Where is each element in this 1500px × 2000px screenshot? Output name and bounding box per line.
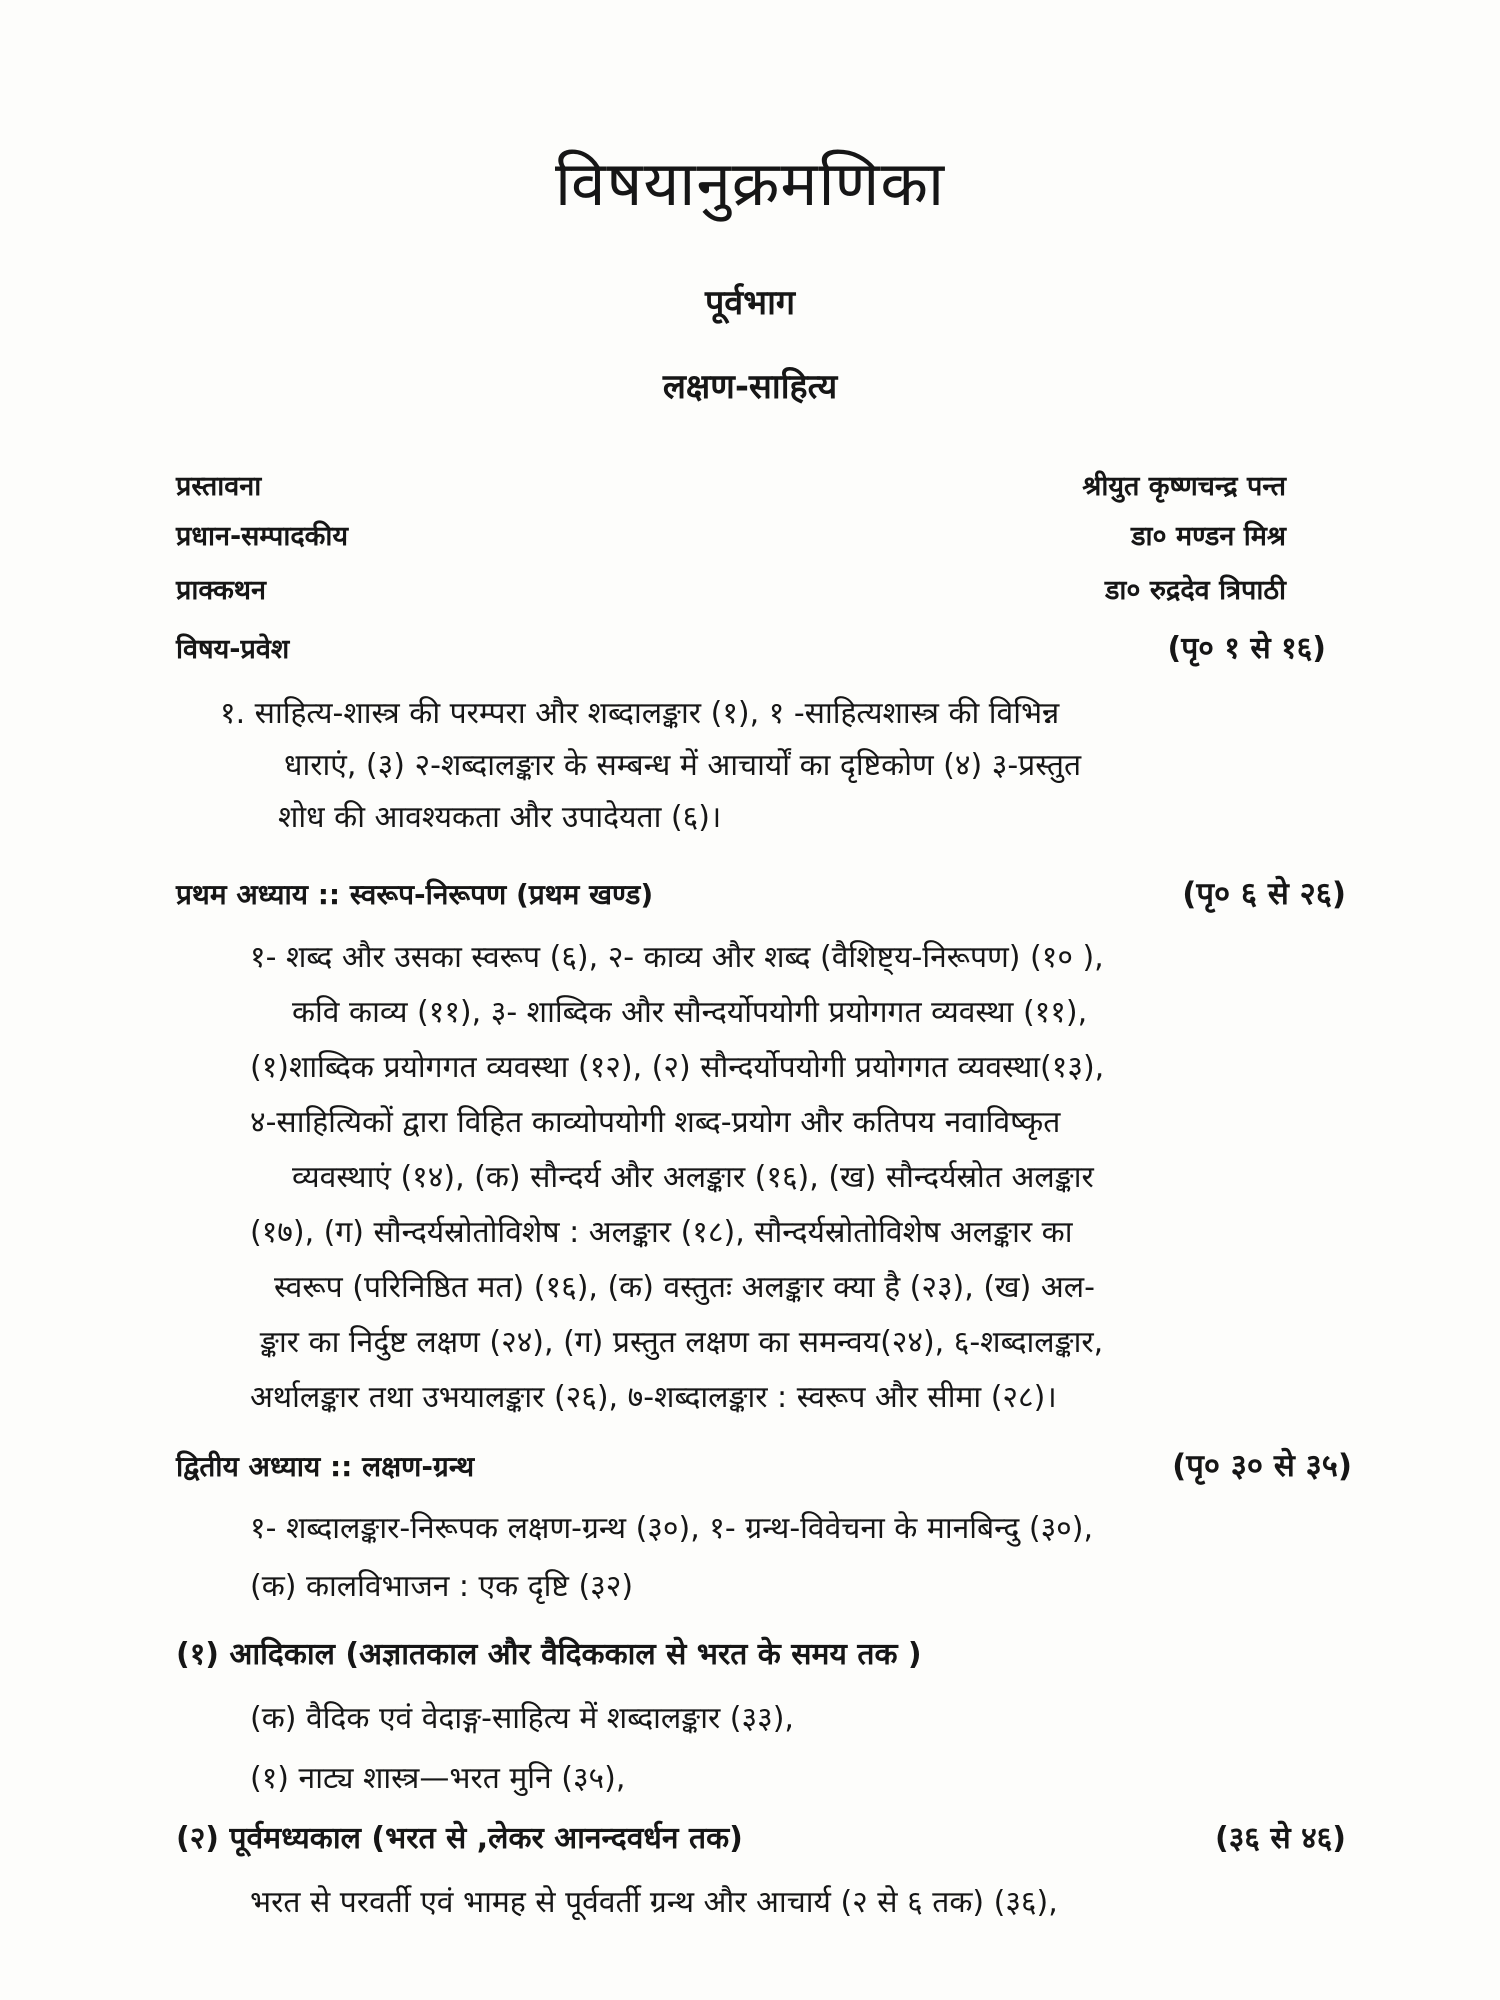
chapter-title: प्रथम अध्याय :: स्वरूप-निरूपण (प्रथम खण्ड) <box>176 878 654 911</box>
era-1-heading <box>176 1632 1346 1673</box>
chapter-page-range: (पृ० ६ से २६) <box>1182 876 1346 912</box>
chapter-line: (१७), (ग) सौन्दर्यस्रोतोविशेष : अलङ्कार (१८), सौन्दर्यस्रोतोविशेष अलङ्कार का <box>250 1215 1073 1250</box>
chapter-title: द्वितीय अध्याय :: लक्षण-ग्रन्थ <box>176 1450 475 1483</box>
chapter-line: ङ्कार का निर्दुष्ट लक्षण (२४), (ग) प्रस्तुत लक्षण का समन्वय(२४), ६-शब्दालङ्कार, <box>260 1325 1104 1360</box>
intro-line: शोध की आवश्यकता और उपादेयता (६)। <box>278 800 722 835</box>
toc-author: श्रीयुत कृष्णचन्द्र पन्त <box>1082 471 1286 502</box>
chapter-1-heading <box>176 872 1346 914</box>
chapter-line: कवि काव्य (११), ३- शाब्दिक और सौन्दर्योपयोगी प्रयोगगत व्यवस्था (११), <box>292 995 1088 1030</box>
chapter-line: (क) कालविभाजन : एक दृष्टि (३२) <box>250 1569 634 1604</box>
era-title: (१) आदिकाल (अज्ञातकाल और वैदिककाल से भरत के समय तक ) <box>176 1637 922 1672</box>
toc-label: विषय-प्रवेश <box>176 634 290 665</box>
chapter-2-contents <box>250 1500 1330 1616</box>
toc-row-editorial <box>176 516 1326 553</box>
chapter-line: व्यवस्थाएं (१४), (क) सौन्दर्य और अलङ्कार (१६), (ख) सौन्दर्यस्रोत अलङ्कार <box>292 1160 1094 1195</box>
era-1-item: (१) नाट्य शास्त्र—भरत मुनि (३५), <box>250 1761 626 1796</box>
era-1-item: (क) वैदिक एवं वेदाङ्ग-साहित्य में शब्दालङ्कार (३३), <box>250 1701 794 1736</box>
toc-label: प्राक्कथन <box>176 575 267 606</box>
intro-line: धाराएं, (३) २-शब्दालङ्कार के सम्बन्ध में आचार्यों का दृष्टिकोण (४) ३-प्रस्तुत <box>284 748 1082 783</box>
toc-row-introduction <box>176 626 1326 667</box>
toc-author: डा० रुद्रदेव त्रिपाठी <box>1104 575 1286 606</box>
era-page-range: (३६ से ४६) <box>1215 1821 1346 1856</box>
chapter-line: स्वरूप (परिनिष्ठित मत) (१६), (क) वस्तुतः अलङ्कार क्या है (२३), (ख) अल- <box>274 1270 1095 1305</box>
toc-row-foreword <box>176 570 1326 607</box>
chapter-line: १- शब्द और उसका स्वरूप (६), २- काव्य और शब्द (वैशिष्ट्य-निरूपण) (१० ), <box>250 940 1104 975</box>
chapter-2-heading <box>176 1444 1352 1486</box>
toc-page-range: (पृ० १ से १६) <box>1167 631 1326 666</box>
chapter-line: (१)शाब्दिक प्रयोगगत व्यवस्था (१२), (२) सौन्दर्योपयोगी प्रयोगगत व्यवस्था(१३), <box>250 1050 1105 1085</box>
toc-author: डा० मण्डन मिश्र <box>1131 521 1286 552</box>
era-2-item: भरत से परवर्ती एवं भामह से पूर्ववर्ती ग्रन्थ और आचार्य (२ से ६ तक) (३६), <box>250 1885 1058 1920</box>
chapter-1-contents <box>250 930 1330 1425</box>
chapter-page-range: (पृ० ३० से ३५) <box>1172 1448 1352 1484</box>
intro-contents <box>220 688 1310 844</box>
chapter-line: ४-साहित्यिकों द्वारा विहित काव्योपयोगी शब्द-प्रयोग और कतिपय नवाविष्कृत <box>250 1105 1061 1140</box>
part-heading: पूर्वभाग <box>704 283 796 323</box>
era-2-heading <box>176 1816 1346 1857</box>
toc-label: प्रधान-सम्पादकीय <box>176 521 349 552</box>
chapter-line: अर्थालङ्कार तथा उभयालङ्कार (२६), ७-शब्दालङ्कार : स्वरूप और सीमा (२८)। <box>250 1380 1057 1415</box>
toc-label: प्रस्तावना <box>176 471 262 502</box>
toc-row-preface <box>176 466 1326 503</box>
era-title: (२) पूर्वमध्यकाल (भरत से ,लेकर आनन्दवर्धन तक) <box>176 1821 743 1856</box>
section-heading: लक्षण-साहित्य <box>662 367 838 407</box>
chapter-line: १- शब्दालङ्कार-निरूपक लक्षण-ग्रन्थ (३०), १- ग्रन्थ-विवेचना के मानबिन्दु (३०), <box>250 1511 1094 1546</box>
intro-line: १. साहित्य-शास्त्र की परम्परा और शब्दालङ्कार (१), १ -साहित्यशास्त्र की विभिन्न <box>220 696 1060 731</box>
page-title: विषयानुक्रमणिका <box>554 147 946 220</box>
